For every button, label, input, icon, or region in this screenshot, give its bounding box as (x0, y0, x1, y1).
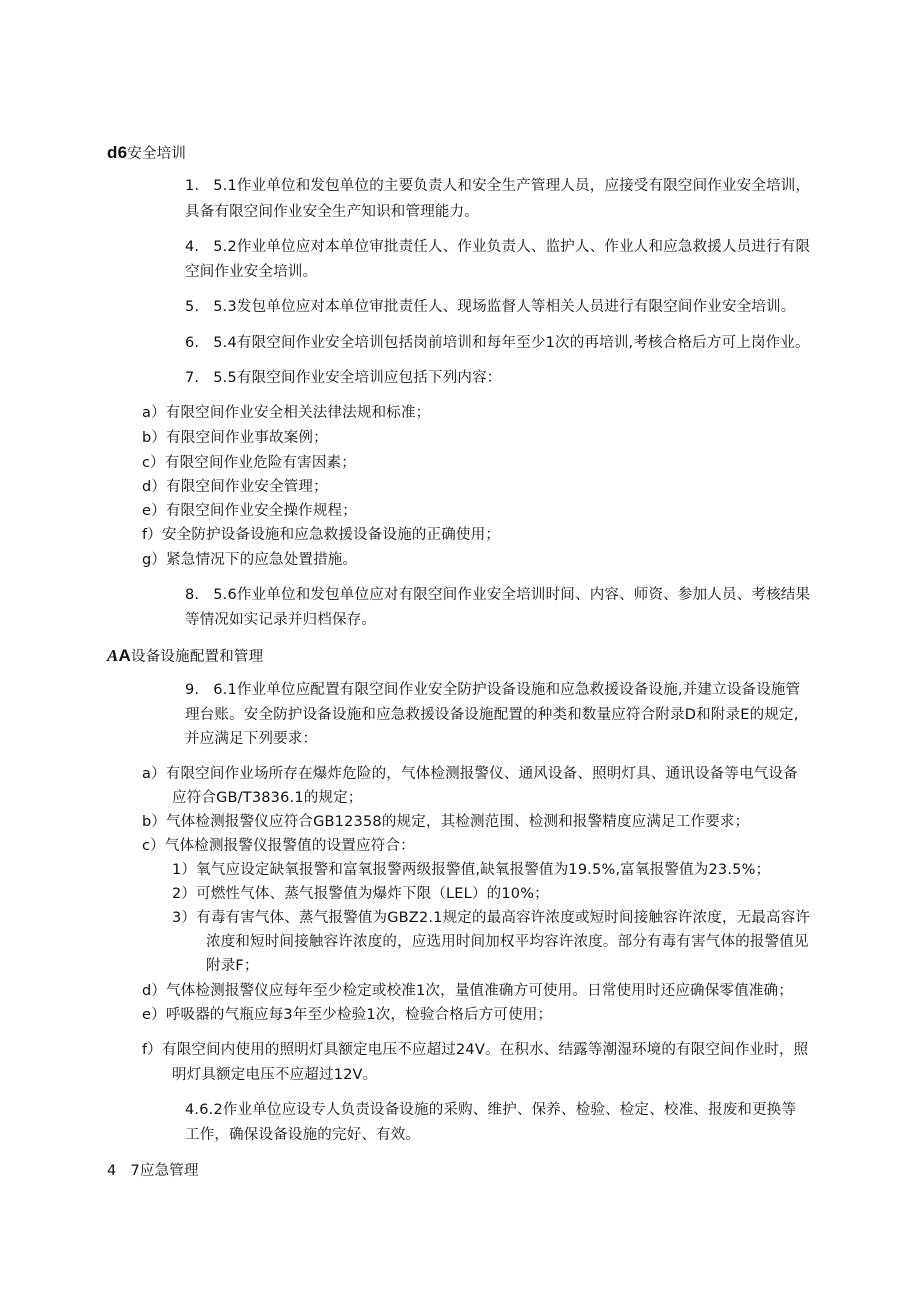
paragraph-text: 理台账。安全防护设备设施和应急救援设备设施配置的种类和数量应符合附录D和附录E的规定, (185, 707, 799, 723)
paragraph-text: 5.4有限空间作业安全培训包括岗前培训和每年至少1次的再培训,考核合格后方可上岗作业。 (213, 335, 810, 351)
section-number: A (107, 646, 119, 665)
sub-list-item-continued: 浓度和短时间接触容许浓度的，应选用时间加权平均容许浓度。部分有毒有害气体的报警值见 (206, 934, 809, 950)
list-item: d）气体检测报警仪应每年至少检定或校准1次，量值准确方可使用。日常使用时还应确保零值准确； (142, 983, 793, 999)
paragraph-text: 空间作业安全培训。 (185, 264, 318, 280)
paragraph-text: 5.1作业单位和发包单位的主要负责人和安全生产管理人员，应接受有限空间作业安全培训， (213, 178, 811, 194)
paragraph-number: 6. (185, 335, 200, 351)
paragraph-text: 5.6作业单位和发包单位应对有限空间作业安全培训时间、内容、师资、参加人员、考核结果 (213, 587, 811, 603)
list-item-continued: 应符合GB/T3836.1的规定； (172, 790, 363, 806)
list-item: b）气体检测报警仪应符合GB12358的规定，其检测范围、检测和报警精度应满足工作要求； (142, 814, 750, 830)
paragraph-number: 5. (185, 299, 200, 315)
paragraph-text: 并应满足下列要求： (185, 731, 318, 747)
list-item: b）有限空间作业事故案例； (142, 430, 328, 446)
section-number: d6 (107, 143, 128, 162)
paragraph-line (185, 705, 799, 725)
list-item: f）安全防护设备设施和应急救援设备设施的正确使用； (142, 527, 501, 543)
sub-list-item: 1）氧气应设定缺氧报警和富氧报警两级报警值,缺氧报警值为19.5%,富氧报警值为23.5%； (172, 862, 771, 878)
paragraph-text: 等情况如实记录并归档保存。 (185, 612, 377, 628)
list-item: f）有限空间内使用的照明灯具额定电压不应超过24V。在积水、结露等潮湿环境的有限空间作业时，照 (142, 1042, 809, 1058)
section-title: 7应急管理 (130, 1163, 199, 1179)
paragraph-line (185, 368, 502, 388)
paragraph-text: 4.6.2作业单位应设专人负责设备设施的采购、维护、保养、检验、检定、校准、报废和更换等 (185, 1102, 797, 1118)
paragraph-line (185, 1100, 796, 1120)
paragraph-line (185, 729, 317, 749)
list-item: e）呼吸器的气瓶应每3年至少检验1次，检验合格后方可使用； (142, 1007, 553, 1023)
paragraph-text: 5.3发包单位应对本单位审批责任人、现场监督人等相关人员进行有限空间作业安全培训。 (213, 299, 796, 315)
paragraph-line (185, 202, 479, 222)
list-item: a）有限空间作业场所存在爆炸危险的，气体检测报警仪、通风设备、照明灯具、通讯设备等电气设备 (142, 766, 798, 782)
section-number: 4 (107, 1163, 117, 1179)
paragraph-line (185, 176, 810, 196)
paragraph-number: 1. (185, 178, 200, 194)
paragraph-text: 5.2作业单位应对本单位审批责任人、作业负责人、监护人、作业人和应急救援人员进行有限 (213, 239, 811, 255)
section-title: 安全培训 (127, 146, 187, 162)
section-number-suffix: A (118, 646, 132, 665)
paragraph-line (185, 585, 810, 605)
paragraph-line (185, 610, 376, 630)
paragraph-text: 具备有限空间作业安全生产知识和管理能力。 (185, 204, 479, 220)
sub-list-item: 2）可燃性气体、蒸气报警值为爆炸下限（LEL）的10%； (172, 886, 549, 902)
paragraph-number: 8. (185, 587, 200, 603)
paragraph-number: 9. (185, 682, 200, 698)
paragraph-line (185, 297, 796, 317)
list-item: g）紧急情况下的应急处置措施。 (142, 552, 358, 568)
paragraph-line (185, 333, 810, 353)
list-item-continued: 明灯具额定电压不应超过12V。 (172, 1067, 378, 1083)
paragraph-line (185, 262, 317, 282)
section-heading-emergency (107, 1161, 199, 1181)
list-item: d）有限空间作业安全管理； (142, 479, 328, 495)
list-item: a）有限空间作业安全相关法律法规和标准； (142, 405, 431, 421)
sub-list-item: 3）有毒有害气体、蒸气报警值为GBZ2.1规定的最高容许浓度或短时间接触容许浓度，无最高容许 (172, 910, 811, 926)
sub-list-item-continued: 附录F； (206, 958, 259, 974)
list-item: c）有限空间作业危险有害因素； (142, 455, 356, 471)
list-item: c）气体检测报警仪报警值的设置应符合： (142, 838, 415, 854)
paragraph-number: 4. (185, 239, 200, 255)
list-item: e）有限空间作业安全操作规程； (142, 503, 357, 519)
paragraph-text: 工作，确保设备设施的完好、有效。 (185, 1127, 421, 1143)
section-heading-training (107, 143, 186, 164)
paragraph-number: 7. (185, 370, 200, 386)
section-heading-equipment (107, 646, 263, 667)
paragraph-text: 5.5有限空间作业安全培训应包括下列内容： (213, 370, 502, 386)
paragraph-line (185, 237, 810, 257)
section-title: 设备设施配置和管理 (131, 649, 264, 665)
paragraph-line (185, 1125, 420, 1145)
paragraph-text: 6.1作业单位应配置有限空间作业安全防护设备设施和应急救援设备设施,并建立设备设施管 (213, 682, 801, 698)
paragraph-line (185, 680, 800, 700)
